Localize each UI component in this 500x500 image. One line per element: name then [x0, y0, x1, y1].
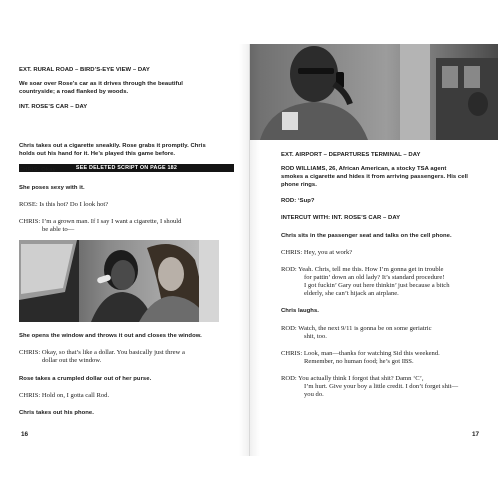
action-line: She poses sexy with it. [19, 185, 85, 191]
dialogue-line: you do. [304, 391, 324, 398]
dialogue-line: ROSE: Is this hot? Do I look hot? [19, 201, 109, 208]
dialogue-line: CHRIS: Hold on, I gotta call Rod. [19, 392, 110, 399]
action-line: countryside; a road flanked by woods. [19, 89, 129, 95]
dialogue-line: CHRIS: Look, man—thanks for watching Sid this weekend. [281, 350, 440, 357]
dialogue-line: shit, too. [304, 333, 327, 340]
dialogue-line: CHRIS: Okay. [19, 167, 58, 173]
dialogue-line: I got fuckin’ Gary out here thinkin’ just because a bitch [304, 282, 450, 289]
page-number: 17 [472, 431, 480, 438]
action-line: phone rings. [281, 182, 317, 188]
action-line: She opens the window and throws it out and closes the window. [19, 333, 202, 339]
left-page [2, 44, 250, 456]
action-line: ROD WILLIAMS, 26, African American, a stocky TSA agent [281, 166, 447, 172]
dialogue-line: ROD: Watch, the next 9/11 is gonna be on some geriatric [281, 325, 432, 332]
dialogue-line: CHRIS: Hey, you at work? [281, 249, 353, 256]
action-line: We soar over Rose’s car as it drives through the beautiful [19, 81, 183, 87]
page-number: 16 [21, 431, 29, 438]
scene-heading: INT. ROSE’S CAR – DAY [19, 104, 88, 110]
action-line: holds out his hand for it. He’s played this game before. [19, 151, 176, 157]
dialogue-line: ROD: You actually think I forgot that shit? Damn ‘C’, [281, 375, 424, 382]
dialogue-line: Remember, no human food; he’s got IBS. [304, 358, 414, 365]
scene-heading: INTERCUT WITH: INT. ROSE’S CAR – DAY [281, 215, 401, 221]
dialogue-line: ROD: Yeah. Chris, tell me this. How I’m gonna get in trouble [281, 266, 444, 273]
dialogue-line: for pattin’ down an old lady? It’s standard procedure! [304, 274, 445, 281]
action-line: Chris takes out his phone. [19, 410, 94, 416]
dialogue-line: CHRIS: Okay, so that’s like a dollar. You basically just threw a [19, 349, 185, 356]
action-line: Chris laughs. [281, 308, 319, 314]
dialogue-line: I’m hurt. Give your boy a little credit. I don’t forget shit— [304, 383, 459, 390]
book-spread [2, 44, 498, 456]
dialogue-line: dollar out the window. [42, 357, 102, 364]
dialogue-line: ROD: ‘Sup? [281, 198, 315, 204]
dialogue-line: elderly, she can’t hijack an airplane. [304, 290, 399, 297]
film-still-tsa-agent-photo [250, 44, 498, 140]
action-line: Chris takes out a cigarette sneakily. Rose grabs it promptly. Chris [19, 143, 206, 149]
action-line: Chris sits in the passenger seat and talks on the cell phone. [281, 233, 452, 239]
action-line: smokes a cigarette and hides it from arriving passengers. His cell [281, 174, 468, 180]
scene-heading: EXT. AIRPORT – DEPARTURES TERMINAL – DAY [281, 152, 421, 158]
deleted-script-banner: SEE DELETED SCRIPT ON PAGE 182 [19, 164, 234, 172]
film-still-car-photo [19, 240, 219, 322]
dialogue-line: be able to— [42, 226, 75, 233]
scene-heading: EXT. RURAL ROAD – BIRD’S-EYE VIEW – DAY [19, 67, 150, 73]
dialogue-line: CHRIS: I’m a grown man. If I say I want a cigarette, I should [19, 218, 182, 225]
action-line: Rose takes a crumpled dollar out of her purse. [19, 376, 152, 382]
right-page [250, 44, 498, 456]
